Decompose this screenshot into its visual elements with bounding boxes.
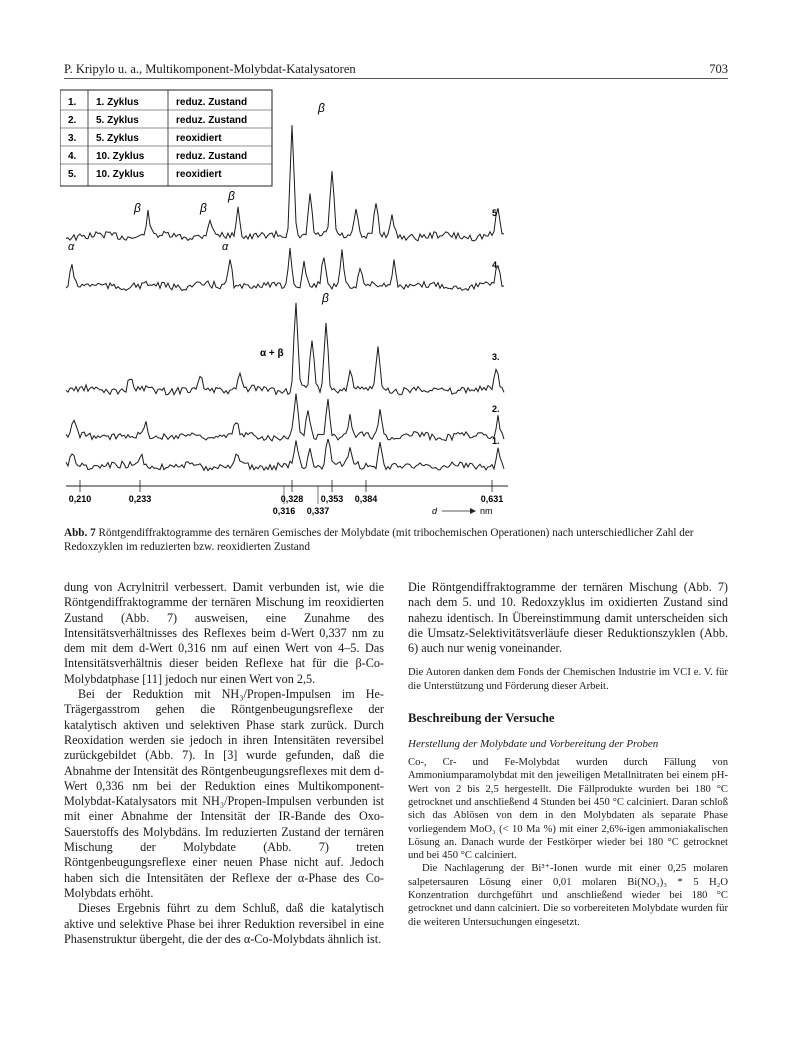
left-column <box>64 580 384 947</box>
beta-label: β <box>134 201 141 215</box>
left-paragraph-3: Dieses Ergebnis führt zu dem Schluß, daß die katalytisch aktive und selektive Phase bei ihrer Reduktion reversibel in eine Phasenstruktur übergeht, die der des α-Co-Molybdats ähnlich ist. <box>64 901 384 946</box>
running-title: P. Kripylo u. a., Multikomponent-Molybdat-Katalysatoren <box>64 62 356 76</box>
curve-label: 3. <box>492 352 500 362</box>
caption-label: Abb. 7 <box>64 527 96 539</box>
legend-number: 2. <box>68 115 77 126</box>
legend-number: 3. <box>68 133 77 144</box>
running-header <box>64 62 728 79</box>
beta-label: β <box>322 291 329 305</box>
diffractogram-curve <box>66 394 504 441</box>
legend-cycle: 10. Zyklus <box>96 169 145 180</box>
legend-state: reduz. Zustand <box>176 115 248 126</box>
legend-number: 1. <box>68 97 77 108</box>
beta-label: β <box>200 201 207 215</box>
figure-caption <box>64 526 728 554</box>
axis-tick-label: 0,337 <box>306 506 330 516</box>
axis-label: d <box>432 506 438 516</box>
right-column <box>408 580 728 929</box>
curve-label: 5 <box>492 208 498 218</box>
left-paragraph-2: Bei der Reduktion mit NH₃/Propen-Impulsen im He-Trägergasstrom gehen die Röntgenbeugungsreflexe der katalytisch aktiven und selektiven Phase stark zurück. Durch Reoxidation werden sie jedoch in ihren Intensitäten reversibel zurückgebildet (Abb. 7). In [3] wurde gefunden, daß die Abnahme der Intensität des Röntgenbeugungsreflexes mit dem d-Wert 0,336 nm bei der Reduktion eines Multikomponent-Molybdat-Katalysators mit NH₃/Propen-Impulsen verbunden ist mit einer Abnahme der Intensität der IR-Bande des Oxo-Sauerstoffs des Molybdäns. Im reduzierten Zustand der ternären Mischung der Molybdate (Abb. 7) treten Röntgenbeugungsreflexe einer neuen Phase nicht auf. Jedoch haben sich die Intensitäten der Reflexe der α-Phase des Co-Molybdats erhöht. <box>64 687 384 900</box>
acknowledgement: Die Autoren danken dem Fonds der Chemischen Industrie im VCI e. V. für die Unterstützung und Förderung dieser Arbeit. <box>408 667 728 692</box>
page-number: 703 <box>709 62 728 76</box>
curve-label: 2. <box>492 404 500 414</box>
diffractogram-curve <box>66 248 504 291</box>
legend-number: 5. <box>68 169 77 180</box>
legend-state: reoxidiert <box>176 133 222 144</box>
alpha-label: α <box>222 241 229 253</box>
right-intro: Die Röntgendiffraktogramme der ternären Mischung (Abb. 7) nach dem 5. und 10. Redoxzyklus im oxidierten Zustand sind nahezu identisch. In Übereinstimmung damit unterscheiden sich die Umsatz-Selektivitätsverläufe dieser Reduktionszyklen (Abb. 6) auch nur wenig voneinander. <box>408 580 728 656</box>
axis-tick-label: 0,353 <box>320 494 344 504</box>
d-axis <box>66 480 508 516</box>
beta-label: β <box>318 101 325 115</box>
legend-number: 4. <box>68 151 77 162</box>
diffractogram-curve <box>66 303 504 395</box>
axis-tick-label: 0,210 <box>68 494 92 504</box>
xrd-figure <box>60 88 510 520</box>
axis-tick-label: 0,631 <box>480 494 504 504</box>
legend-box <box>60 90 272 186</box>
left-paragraph-1: dung von Acrylnitril verbessert. Damit verbunden ist, wie die Röntgendiffraktogramme der ternären Mischung im reoxidierten Zustand (Abb. 7) ausweisen, eine Zunahme des Intensitätsverhältnisses des Reflexes beim d-Wert 0,337 nm zu dem mit dem d-Wert 0,316 nm auf einen Wert von 4–5. Das Intensitätsverhältnis dieser beiden Reflexe hat für die β-Co-Molybdatphase [11] jedoch nur einen Wert von 2,5. <box>64 580 384 686</box>
legend-state: reoxidiert <box>176 169 222 180</box>
curve-label: 1. <box>492 436 500 446</box>
axis-tick-label: 0,384 <box>354 494 378 504</box>
legend-cycle: 5. Zyklus <box>96 115 139 126</box>
alpha-beta-label: α + β <box>260 348 284 359</box>
subsection-title: Herstellung der Molybdate und Vorbereitung der Proben <box>408 738 659 751</box>
caption-text: Röntgendiffraktogramme des ternären Gemisches der Molybdate (mit tribochemischen Operationen) nach unterschiedlicher Zahl der Redoxzyklen im reduzierten bzw. reoxidierten Zustand <box>64 527 694 553</box>
alpha-label: α <box>68 241 75 253</box>
section-title: Beschreibung der Versuche <box>408 711 555 726</box>
axis-tick-label: 0,328 <box>280 494 304 504</box>
axis-tick-label: 0,233 <box>128 494 152 504</box>
legend-state: reduz. Zustand <box>176 151 248 162</box>
beta-label: β <box>228 189 235 203</box>
legend-cycle: 1. Zyklus <box>96 97 139 108</box>
curve-label: 4 <box>492 260 498 270</box>
axis-tick-label: 0,316 <box>272 506 296 516</box>
legend-cycle: 5. Zyklus <box>96 133 139 144</box>
diffractogram-curve <box>66 439 504 471</box>
legend-state: reduz. Zustand <box>176 97 248 108</box>
axis-unit: nm <box>480 506 493 516</box>
methods-paragraph-2: Die Nachlagerung der Bi³⁺-Ionen wurde mit einer 0,25 molaren salpetersauren Lösung einer 0,01 molaren Bi(NO₃)₃ * 5 H₂O Konzentration durchgeführt und anschließend wieder bei 180 °C getrocknet und dann calciniert. Die so vorbereiteten Molybdate wurden für die weiteren Untersuchungen eingesetzt. <box>408 863 728 928</box>
axis-arrowhead <box>470 508 476 514</box>
legend-cycle: 10. Zyklus <box>96 151 145 162</box>
methods-paragraph-1: Co-, Cr- und Fe-Molybdat wurden durch Fällung von Ammoniumparamolybdat mit den jeweiligen Metallnitraten bei einem pH-Wert von 2 bis 2,5 hergestellt. Die Fällprodukte wurden bei 180 °C getrocknet und anschließend 4 Stunden bei 450 °C calciniert. Daran schloß sich das Ablösen von dem in den Molybdaten als separate Phase vorliegendem MoO₃ (< 10 Ma %) mit einer 2,6%-igen ammoniakalischen Lösung an. Danach wurde der Festkörper wieder bei 180 °C getrocknet und bei 450 °C calciniert. <box>408 757 728 862</box>
